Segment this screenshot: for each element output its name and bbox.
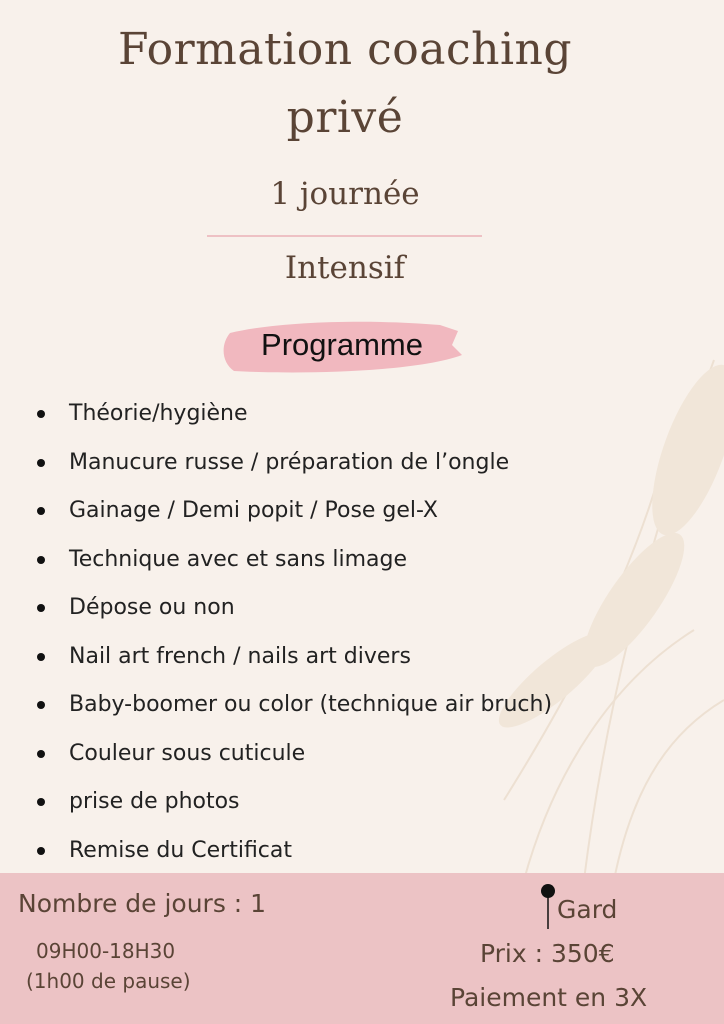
info-footer — [0, 873, 724, 1024]
program-heading: Programme — [261, 327, 423, 362]
days-count: Nombre de jours : 1 — [18, 889, 267, 918]
divider — [207, 235, 482, 237]
bullet-icon — [37, 507, 45, 515]
title-line-1: Formation coaching — [117, 24, 573, 75]
map-pin-icon — [540, 883, 556, 931]
list-item: Baby-boomer ou color (technique air bruch) — [32, 681, 552, 730]
intensity-label: Intensif — [284, 250, 406, 286]
hours: 09H00-18H30 — [36, 939, 176, 963]
bullet-icon — [37, 556, 45, 564]
list-item: Manucure russe / préparation de l’ongle — [32, 439, 552, 488]
bullet-icon — [37, 604, 45, 612]
bullet-icon — [37, 750, 45, 758]
list-item: Technique avec et sans limage — [32, 536, 552, 585]
bullet-icon — [37, 653, 45, 661]
bullet-icon — [37, 701, 45, 709]
bullet-icon — [37, 459, 45, 467]
list-item: Théorie/hygiène — [32, 390, 552, 439]
program-list — [32, 390, 552, 875]
list-item: Remise du Certificat — [32, 827, 552, 876]
list-item: Dépose ou non — [32, 584, 552, 633]
list-item: Gainage / Demi popit / Pose gel-X — [32, 487, 552, 536]
list-item: Nail art french / nails art divers — [32, 633, 552, 682]
list-item: Couleur sous cuticule — [32, 730, 552, 779]
pause-note: (1h00 de pause) — [26, 969, 191, 993]
title-line-2: privé — [286, 92, 404, 143]
location: Gard — [557, 895, 618, 924]
bullet-icon — [37, 410, 45, 418]
price: Prix : 350€ — [480, 939, 615, 968]
duration-label: 1 journée — [270, 176, 420, 212]
list-item: prise de photos — [32, 778, 552, 827]
bullet-icon — [37, 798, 45, 806]
bullet-icon — [37, 847, 45, 855]
payment-terms: Paiement en 3X — [450, 983, 648, 1012]
